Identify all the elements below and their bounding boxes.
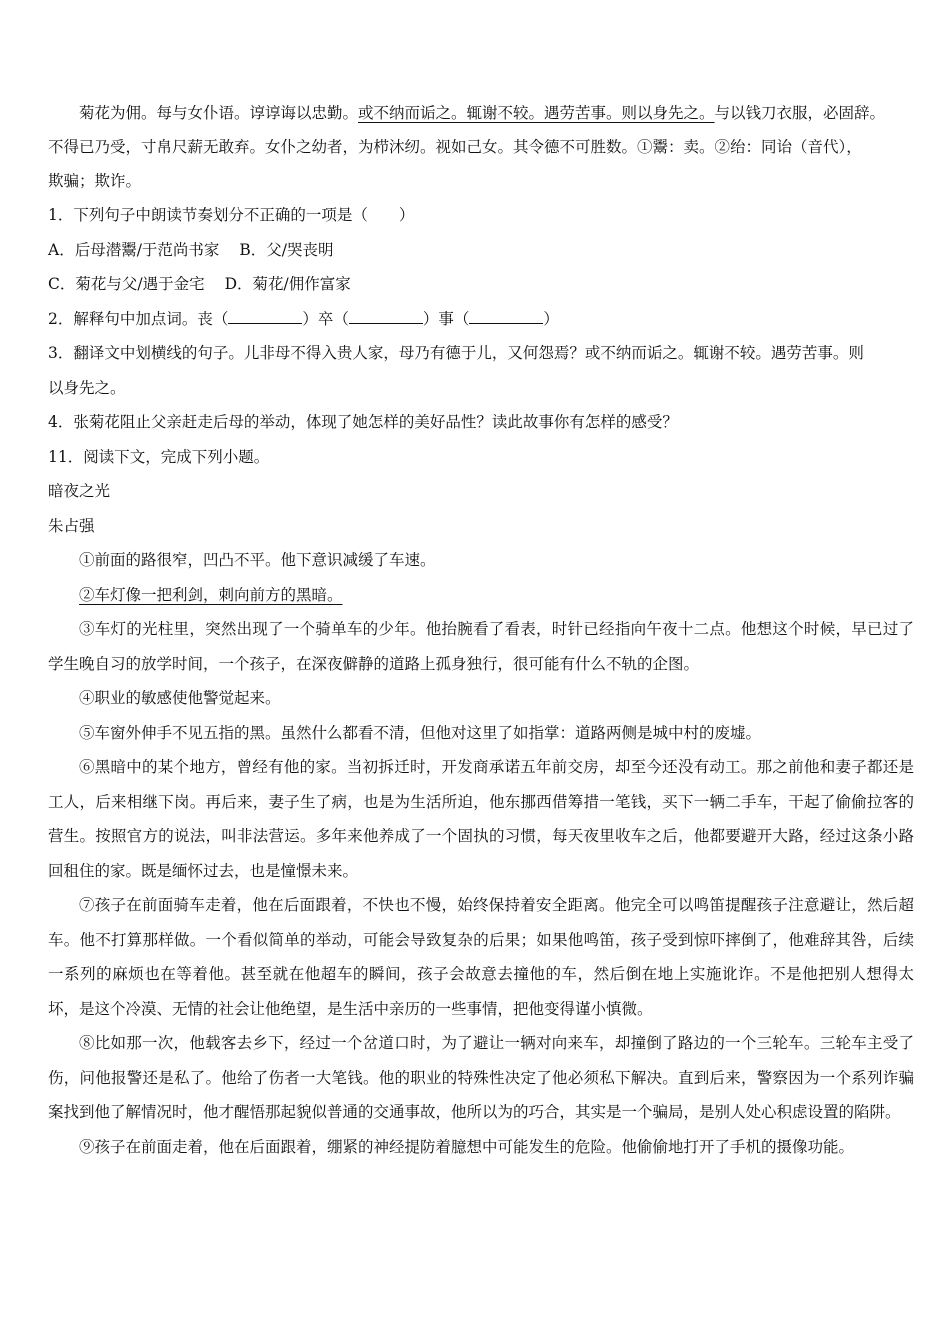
question-4: 4．张菊花阻止父亲赶走后母的举动，体现了她怎样的美好品性？读此故事你有怎样的感受？	[48, 413, 678, 431]
story-paragraph-7: ⑦孩子在前面骑车走着，他在后面跟着，不快也不慢，始终保持着安全距离。他完全可以鸣笛提醒孩子注意避让，然后超车。他不打算那样做。一个看似简单的举动，可能会导致复杂的后果；如果他鸣笛，孩子受到惊吓摔倒了，他难辞其咎，后续一系列的麻烦也在等着他。甚至就在他超车的瞬间，孩子会故意去撞他的车，然后倒在地上实施讹诈。不是他把别人想得太坏，是这个冷漠、无情的社会让他绝望，是生活中亲历的一些事情，把他变得谨小慎微。	[48, 896, 914, 1018]
story-paragraph-1: ①前面的路很窄，凹凸不平。他下意识减缓了车速。	[79, 551, 436, 569]
classical-text-pre: 菊花为佣。每与女仆语。谆谆诲以忠勤。	[79, 104, 359, 122]
story-paragraph-9: ⑨孩子在前面走着，他在后面跟着，绷紧的神经提防着臆想中可能发生的危险。他偷偷地打开了手机的摄像功能。	[79, 1137, 855, 1156]
question-2-prefix: 2．解释句中加点词。丧（	[48, 309, 229, 328]
document-page	[48, 96, 914, 1164]
question-3	[48, 336, 914, 405]
option-a: A．后母潜鬻/于范尚书家	[48, 240, 220, 259]
story-paragraph-3: ③车灯的光柱里，突然出现了一个骑单车的少年。他抬腕看了看表，时针已经指向午夜十二点。他想这个时候，早已过了学生晚自习的放学时间，一个孩子，在深夜僻静的道路上孤身独行，很可能有什么不轨的企图。	[48, 620, 914, 673]
question-2	[48, 302, 914, 337]
classical-text-post: 与以钱刀衣服，必固辞。	[714, 104, 886, 122]
answer-blank-3	[469, 309, 543, 324]
question-3-line2: 以身先之。	[48, 378, 126, 397]
question-1: 1．下列句子中朗读节奏划分不正确的一项是（ ）	[48, 206, 415, 224]
classical-text-paragraph	[48, 96, 914, 198]
option-c: C．菊花与父/遇于金宅	[48, 275, 205, 293]
story-paragraph-4: ④职业的敏感使他警觉起来。	[79, 689, 281, 707]
classical-underlined-sentence: 或不纳而诟之。辄谢不较。遇劳苦事。则以身先之。	[358, 104, 715, 122]
story-paragraph-2	[48, 578, 914, 613]
story-author: 朱占强	[48, 516, 95, 535]
option-d: D．菊花/佣作富家	[224, 275, 351, 293]
story-paragraph-6: ⑥黑暗中的某个地方，曾经有他的家。当初拆迁时，开发商承诺五年前交房，却至今还没有动工。那之前他和妻子都还是工人，后来相继下岗。再后来，妻子生了病，也是为生活所迫，他东挪西借筹措一笔钱，买下一辆二手车，干起了偷偷拉客的营生。按照官方的说法，叫非法营运。多年来他养成了一个固执的习惯，每天夜里收车之后，他都要避开大路，经过这条小路回租住的家。既是缅怀过去，也是憧憬未来。	[48, 758, 914, 880]
question-11: 11．阅读下文，完成下列小题。	[48, 447, 270, 466]
question-2-mid1: ）卒（	[302, 309, 349, 328]
answer-blank-1	[228, 309, 302, 324]
story-paragraph-5: ⑤车窗外伸手不见五指的黑。虽然什么都看不清，但他对这里了如指掌：道路两侧是城中村的废墟。	[79, 723, 762, 742]
question-1-options-ab	[48, 233, 914, 268]
question-1-options-cd	[48, 267, 914, 302]
option-b: B．父/哭丧明	[239, 240, 334, 259]
story-title: 暗夜之光	[48, 482, 111, 500]
question-2-mid2: ）事（	[422, 309, 470, 328]
story-paragraph-2-underlined: ②车灯像一把利剑，刺向前方的黑暗。	[79, 585, 343, 604]
story-paragraph-8: ⑧比如那一次，他载客去乡下，经过一个岔道口时，为了避让一辆对向来车，却撞倒了路边的一个三轮车。三轮车主受了伤，问他报警还是私了。他给了伤者一大笔钱。他的职业的特殊性决定了他必须私下解决。直到后来，警察因为一个系列诈骗案找到他了解情况时，他才醒悟那起貌似普通的交通事故，他所以为的巧合，其实是一个骗局，是别人处心积虑设置的陷阱。	[48, 1034, 914, 1121]
question-2-suffix: ）	[543, 309, 559, 328]
question-3-line1: 3．翻译文中划横线的句子。儿非母不得入贵人家，母乃有德于儿，又何怨焉？或不纳而诟之。辄谢不较。遇劳苦事。则	[48, 344, 864, 362]
classical-text-line3: 欺骗；欺诈。	[48, 172, 142, 190]
answer-blank-2	[349, 309, 423, 324]
classical-text-line2: 不得已乃受，寸帛尺薪无敢弃。女仆之幼者，为栉沐纫。视如己女。其令德不可胜数。①鬻：卖。②绐：同诒（音代），	[48, 138, 862, 156]
